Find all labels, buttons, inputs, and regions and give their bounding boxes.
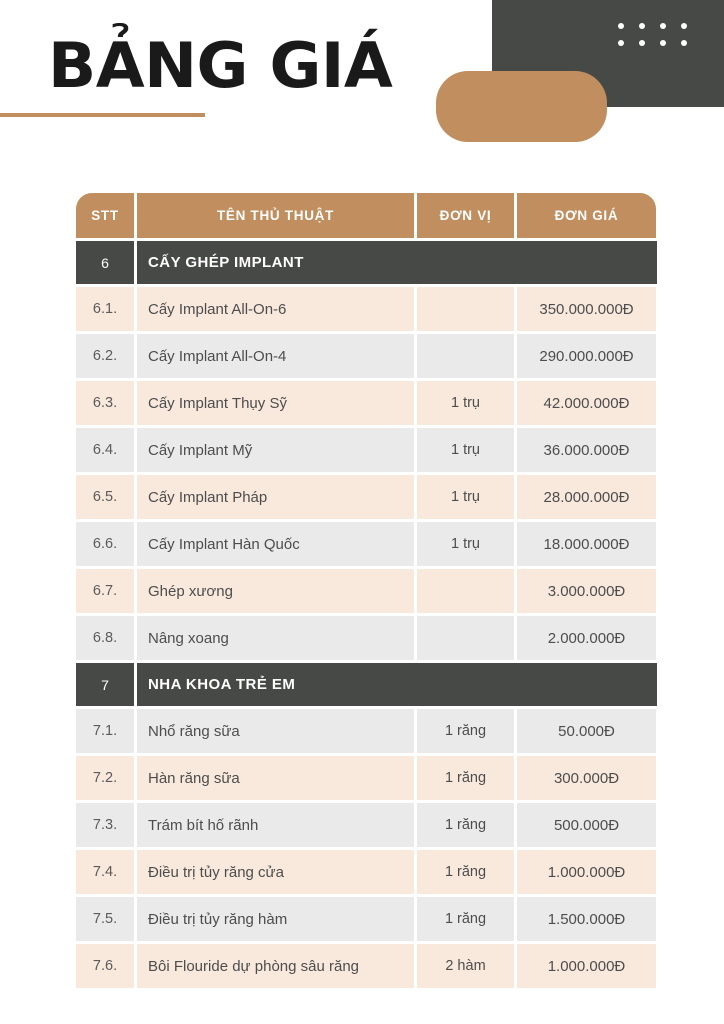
title-underline-rule xyxy=(0,113,205,117)
cell-price: 290.000.000Đ xyxy=(517,334,656,378)
table-row xyxy=(76,475,657,519)
cell-unit: 1 răng xyxy=(417,709,514,753)
cell-unit xyxy=(417,616,514,660)
cell-name: Nhổ răng sữa xyxy=(137,709,414,753)
cell-price: 28.000.000Đ xyxy=(517,475,656,519)
section-title: CẤY GHÉP IMPLANT xyxy=(137,241,657,284)
cell-unit: 1 răng xyxy=(417,897,514,941)
cell-unit xyxy=(417,569,514,613)
cell-name: Nâng xoang xyxy=(137,616,414,660)
cell-stt: 7.4. xyxy=(76,850,134,894)
cell-price: 1.000.000Đ xyxy=(517,944,656,988)
cell-stt: 6.7. xyxy=(76,569,134,613)
table-row xyxy=(76,522,657,566)
cell-unit: 1 trụ xyxy=(417,522,514,566)
table-section-row xyxy=(76,241,657,284)
cell-price: 350.000.000Đ xyxy=(517,287,656,331)
cell-unit: 2 hàm xyxy=(417,944,514,988)
table-row xyxy=(76,428,657,472)
column-header-unit: ĐƠN VỊ xyxy=(417,193,514,238)
table-section-row xyxy=(76,663,657,706)
cell-stt: 7.6. xyxy=(76,944,134,988)
cell-price: 36.000.000Đ xyxy=(517,428,656,472)
cell-stt: 6.8. xyxy=(76,616,134,660)
cell-price: 2.000.000Đ xyxy=(517,616,656,660)
cell-stt: 6.3. xyxy=(76,381,134,425)
cell-price: 1.000.000Đ xyxy=(517,850,656,894)
cell-price: 18.000.000Đ xyxy=(517,522,656,566)
dot-grid-decoration-icon xyxy=(610,17,694,51)
cell-name: Điều trị tủy răng hàm xyxy=(137,897,414,941)
dot-icon xyxy=(660,40,666,46)
column-header-stt: STT xyxy=(76,193,134,238)
cell-stt: 7.3. xyxy=(76,803,134,847)
column-header-price: ĐƠN GIÁ xyxy=(517,193,656,238)
cell-unit xyxy=(417,334,514,378)
cell-name: Điều trị tủy răng cửa xyxy=(137,850,414,894)
section-number: 6 xyxy=(76,241,134,284)
cell-name: Ghép xương xyxy=(137,569,414,613)
cell-name: Hàn răng sữa xyxy=(137,756,414,800)
cell-unit: 1 trụ xyxy=(417,428,514,472)
cell-unit xyxy=(417,287,514,331)
cell-stt: 6.4. xyxy=(76,428,134,472)
cell-unit: 1 răng xyxy=(417,803,514,847)
section-number: 7 xyxy=(76,663,134,706)
table-row xyxy=(76,709,657,753)
dot-icon xyxy=(681,40,687,46)
cell-name: Cấy Implant Thụy Sỹ xyxy=(137,381,414,425)
table-row xyxy=(76,756,657,800)
cell-name: Cấy Implant All-On-6 xyxy=(137,287,414,331)
cell-stt: 7.2. xyxy=(76,756,134,800)
dot-icon xyxy=(618,23,624,29)
dot-icon xyxy=(681,23,687,29)
cell-stt: 6.6. xyxy=(76,522,134,566)
table-row xyxy=(76,803,657,847)
cell-price: 3.000.000Đ xyxy=(517,569,656,613)
section-title: NHA KHOA TRẺ EM xyxy=(137,663,657,706)
dot-icon xyxy=(639,23,645,29)
cell-name: Cấy Implant All-On-4 xyxy=(137,334,414,378)
cell-name: Cấy Implant Hàn Quốc xyxy=(137,522,414,566)
table-row xyxy=(76,287,657,331)
cell-unit: 1 răng xyxy=(417,850,514,894)
table-row xyxy=(76,334,657,378)
cell-stt: 6.1. xyxy=(76,287,134,331)
table-row xyxy=(76,850,657,894)
cell-name: Trám bít hố rãnh xyxy=(137,803,414,847)
dot-icon xyxy=(639,40,645,46)
cell-price: 50.000Đ xyxy=(517,709,656,753)
cell-price: 500.000Đ xyxy=(517,803,656,847)
dot-icon xyxy=(660,23,666,29)
table-row xyxy=(76,897,657,941)
cell-name: Cấy Implant Mỹ xyxy=(137,428,414,472)
cell-stt: 7.1. xyxy=(76,709,134,753)
cell-price: 300.000Đ xyxy=(517,756,656,800)
cell-stt: 6.5. xyxy=(76,475,134,519)
cell-price: 1.500.000Đ xyxy=(517,897,656,941)
cell-stt: 6.2. xyxy=(76,334,134,378)
table-row xyxy=(76,569,657,613)
dot-icon xyxy=(618,40,624,46)
cell-unit: 1 trụ xyxy=(417,475,514,519)
table-row xyxy=(76,381,657,425)
table-body xyxy=(76,241,657,988)
cell-stt: 7.5. xyxy=(76,897,134,941)
page-title: BẢNG GIÁ xyxy=(48,29,393,102)
cell-name: Bôi Flouride dự phòng sâu răng xyxy=(137,944,414,988)
cell-unit: 1 răng xyxy=(417,756,514,800)
cell-price: 42.000.000Đ xyxy=(517,381,656,425)
price-table xyxy=(76,193,657,991)
brown-pill-decoration xyxy=(436,71,607,142)
table-header-row xyxy=(76,193,657,238)
column-header-name: TÊN THỦ THUẬT xyxy=(137,193,414,238)
table-row xyxy=(76,944,657,988)
table-row xyxy=(76,616,657,660)
cell-unit: 1 trụ xyxy=(417,381,514,425)
cell-name: Cấy Implant Pháp xyxy=(137,475,414,519)
